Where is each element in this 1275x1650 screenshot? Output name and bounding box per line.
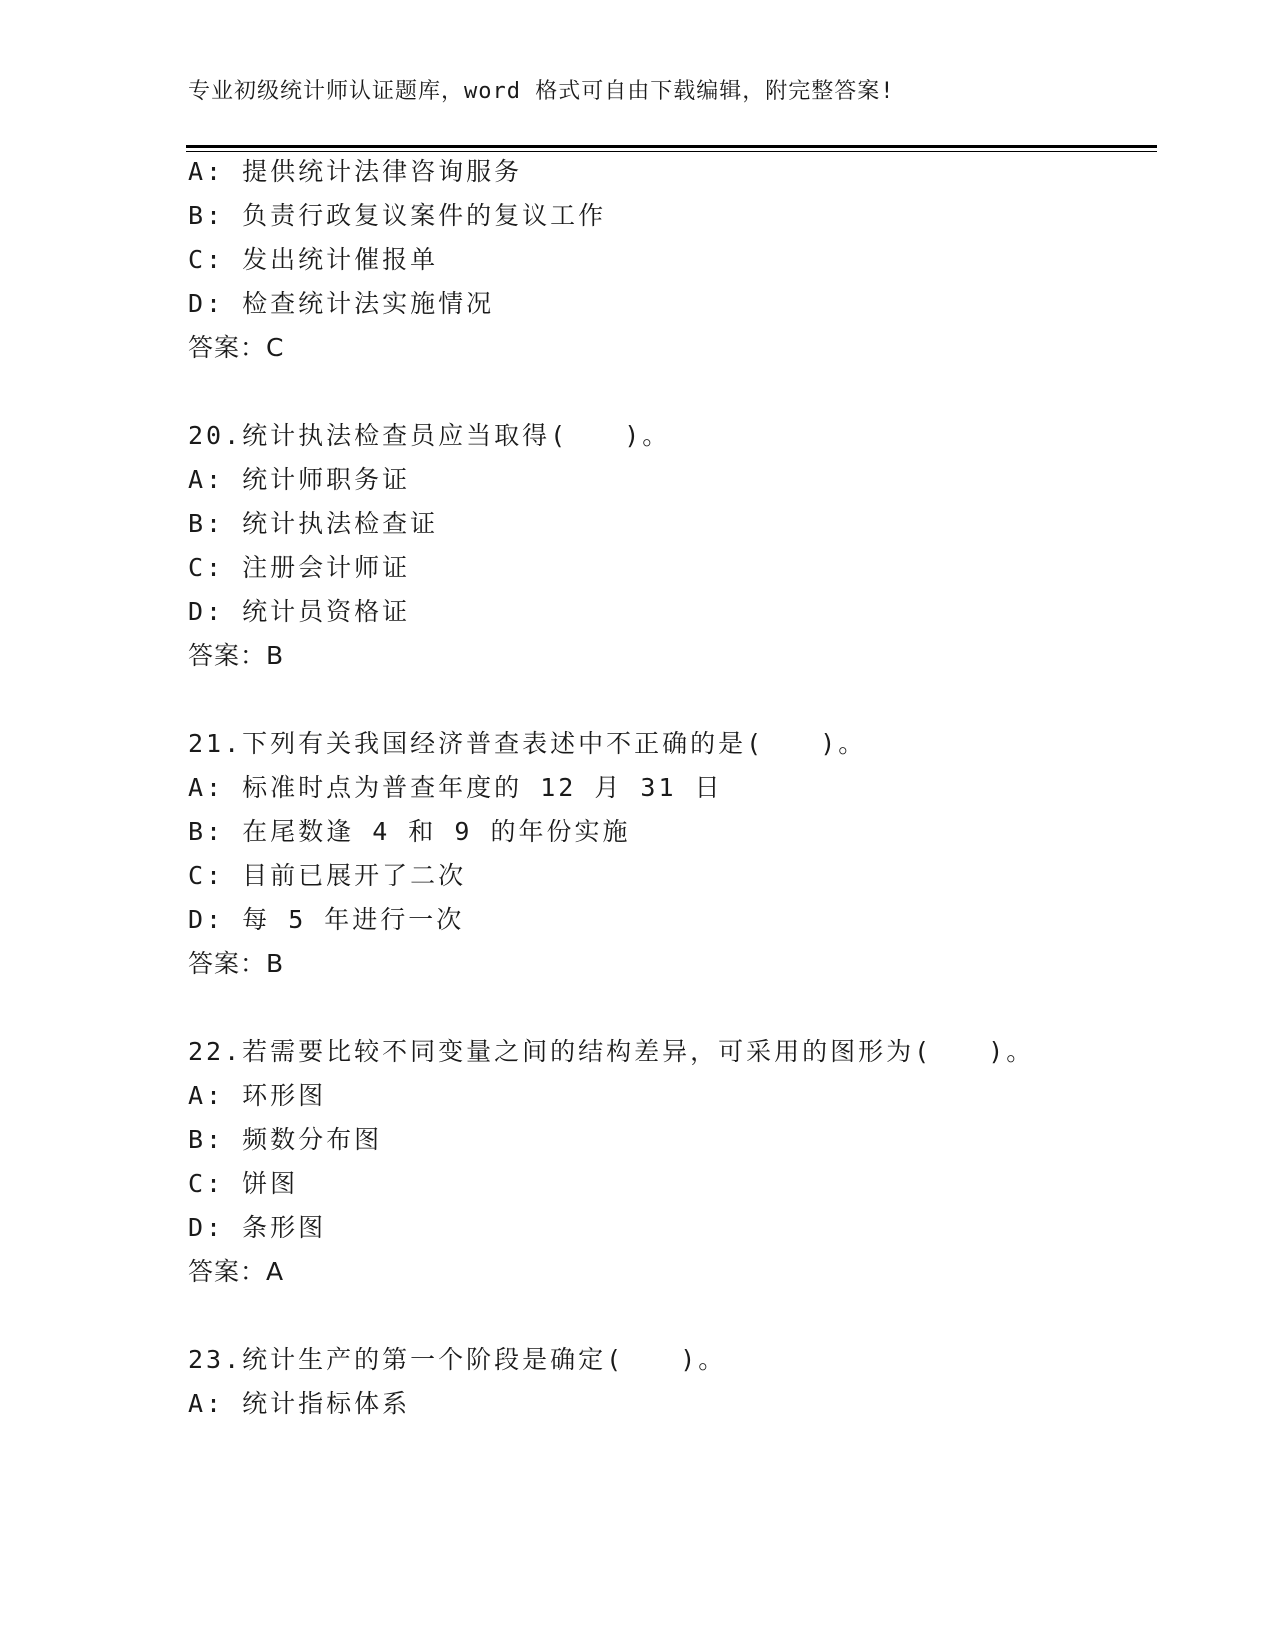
option-b: B: 在尾数逢 4 和 9 的年份实施 — [188, 817, 631, 846]
option-b: B: 统计执法检查证 — [188, 509, 439, 538]
option-a: A: 环形图 — [188, 1081, 327, 1110]
option-a: A: 标准时点为普查年度的 12 月 31 日 — [188, 773, 723, 802]
header-rule-thick — [186, 145, 1157, 148]
page-header: 专业初级统计师认证题库，word 格式可自由下载编辑，附完整答案! — [188, 79, 895, 104]
option-b: B: 负责行政复议案件的复议工作 — [188, 201, 607, 230]
option-b: B: 频数分布图 — [188, 1125, 383, 1154]
answer: 答案：C — [188, 333, 285, 362]
option-c: C: 饼图 — [188, 1169, 299, 1198]
header-rule-thin — [186, 151, 1157, 152]
option-d: D: 统计员资格证 — [188, 597, 411, 626]
question-stem: 23.统计生产的第一个阶段是确定( )。 — [188, 1345, 727, 1374]
question-stem: 20.统计执法检查员应当取得( )。 — [188, 421, 671, 450]
answer: 答案：B — [188, 949, 285, 978]
question-stem: 22.若需要比较不同变量之间的结构差异，可采用的图形为( )。 — [188, 1037, 1035, 1066]
option-a: A: 统计师职务证 — [188, 465, 411, 494]
answer: 答案：B — [188, 641, 285, 670]
option-d: D: 条形图 — [188, 1213, 327, 1242]
option-c: C: 注册会计师证 — [188, 553, 411, 582]
option-d: D: 每 5 年进行一次 — [188, 905, 465, 934]
question-stem: 21.下列有关我国经济普查表述中不正确的是( )。 — [188, 729, 867, 758]
option-c: C: 发出统计催报单 — [188, 245, 439, 274]
option-a: A: 提供统计法律咨询服务 — [188, 157, 523, 186]
option-c: C: 目前已展开了二次 — [188, 861, 467, 890]
answer: 答案：A — [188, 1257, 285, 1286]
option-d: D: 检查统计法实施情况 — [188, 289, 495, 318]
option-a: A: 统计指标体系 — [188, 1389, 411, 1418]
